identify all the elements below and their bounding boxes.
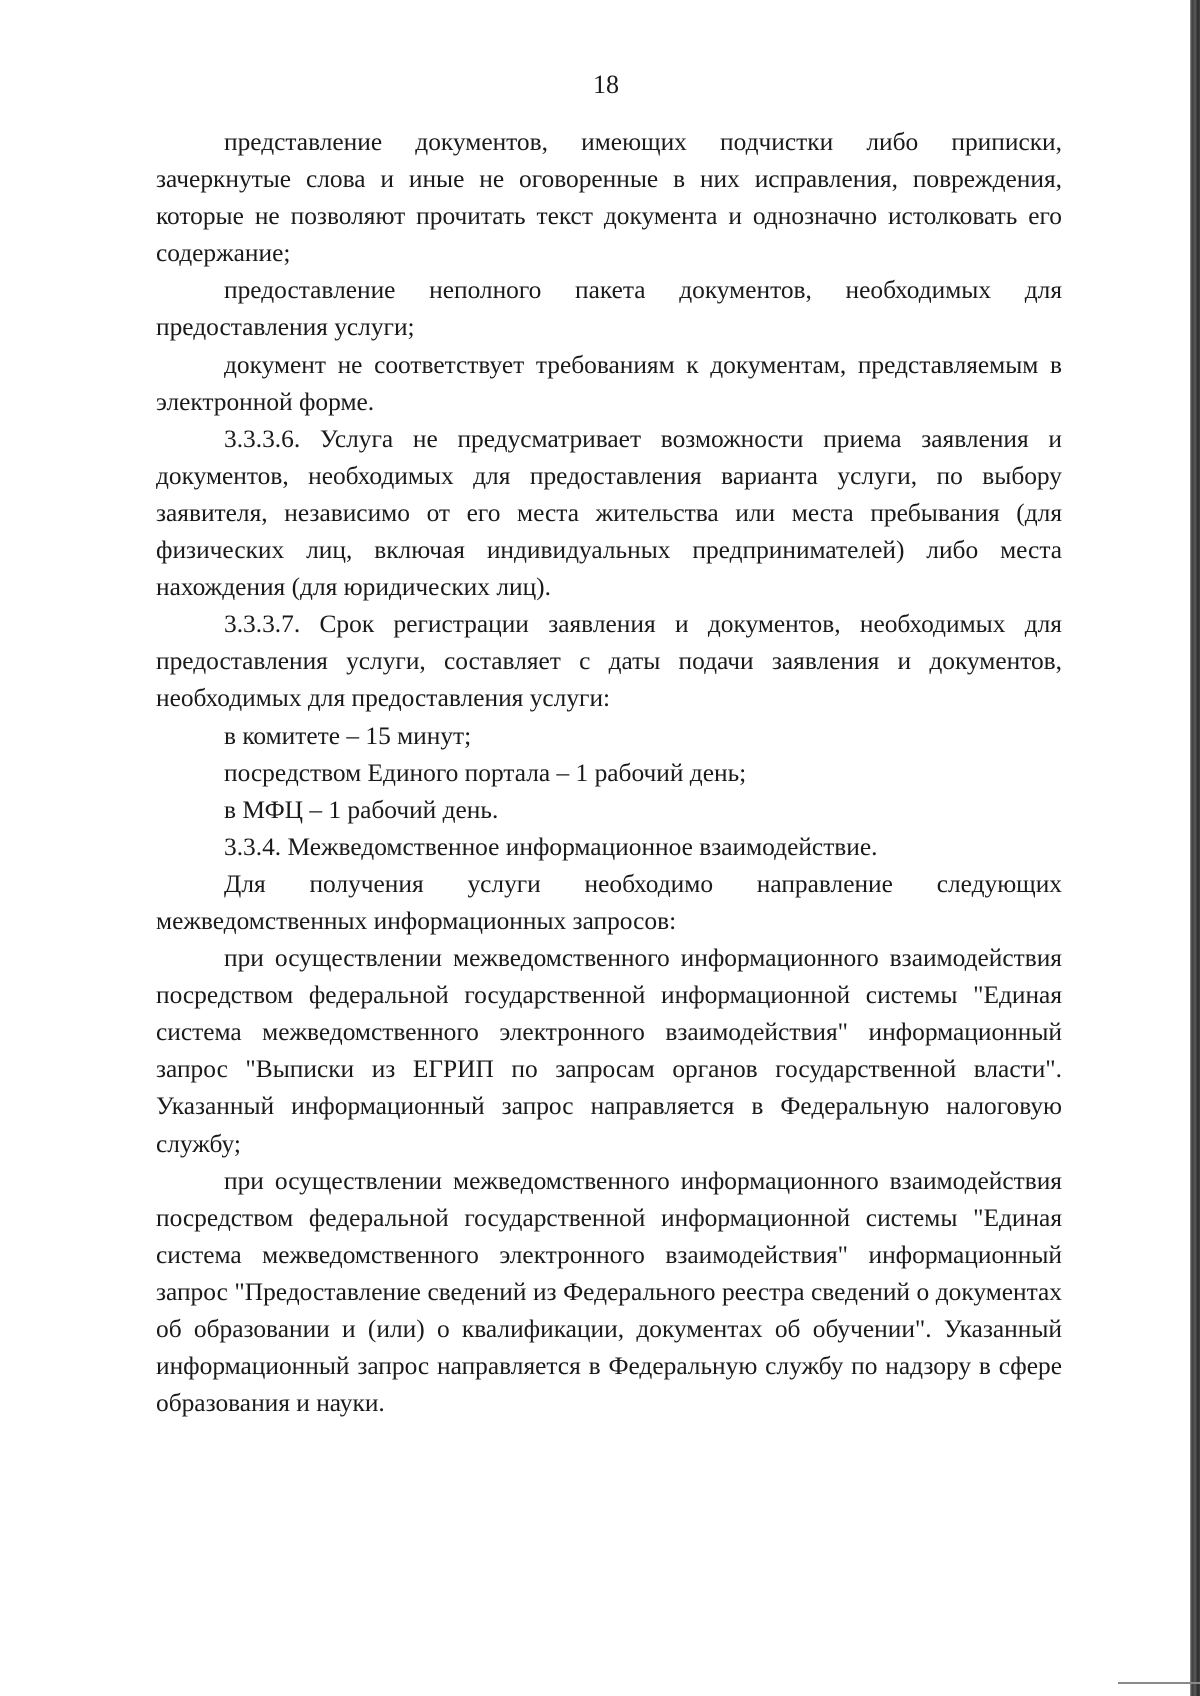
paragraph: 3.3.3.6. Услуга не предусматривает возможности приема заявления и документов, необходимых для предоставления варианта услуги, по выбору заявителя, независимо от его места жительства или места пребывания (для физических лиц, включая индивидуальных предпринимателей) либо места нахождения (для юридических лиц). xyxy=(156,424,1062,602)
document-body xyxy=(156,124,1062,1422)
paragraph: представление документов, имеющих подчистки либо приписки, зачеркнутые слова и иные не оговоренные в них исправления, повреждения, которые не позволяют прочитать текст документа и однозначно истолковать его содержание; xyxy=(156,128,1062,268)
paragraph: в комитете – 15 минут; xyxy=(224,721,472,750)
paragraph: предоставление неполного пакета документов, необходимых для предоставления услуги; xyxy=(156,276,1062,342)
paragraph: при осуществлении межведомственного информационного взаимодействия посредством федеральной государственной информационной системы "Единая система межведомственного электронного взаимодействия" информационный запрос "Выписки из ЕГРИП по запросам органов государственной власти". Указанный информационный запрос направляется в Федеральную налоговую службу; xyxy=(156,944,1062,1158)
paragraph: при осуществлении межведомственного информационного взаимодействия посредством федеральной государственной информационной системы "Единая система межведомственного электронного взаимодействия" информационный запрос "Предоставление сведений из Федерального реестра сведений о документах об образовании и (или) о квалификации, документах об обучении". Указанный информационный запрос направляется в Федеральную службу по надзору в сфере образования и науки. xyxy=(156,1166,1062,1418)
page-number: 18 xyxy=(593,70,619,99)
paragraph: документ не соответствует требованиям к документам, представляемым в электронной форме. xyxy=(156,350,1062,416)
paragraph: посредством Единого портала – 1 рабочий день; xyxy=(224,758,747,787)
paragraph: 3.3.4. Межведомственное информационное взаимодействие. xyxy=(224,832,878,861)
scan-edge-mark xyxy=(1118,1682,1200,1684)
scan-edge-shadow xyxy=(1190,0,1200,1696)
paragraph: в МФЦ – 1 рабочий день. xyxy=(224,795,499,824)
paragraph: Для получения услуги необходимо направление следующих межведомственных информационных запросов: xyxy=(156,869,1062,935)
paragraph: 3.3.3.7. Срок регистрации заявления и документов, необходимых для предоставления услуги, составляет с даты подачи заявления и документов, необходимых для предоставления услуги: xyxy=(156,610,1062,713)
